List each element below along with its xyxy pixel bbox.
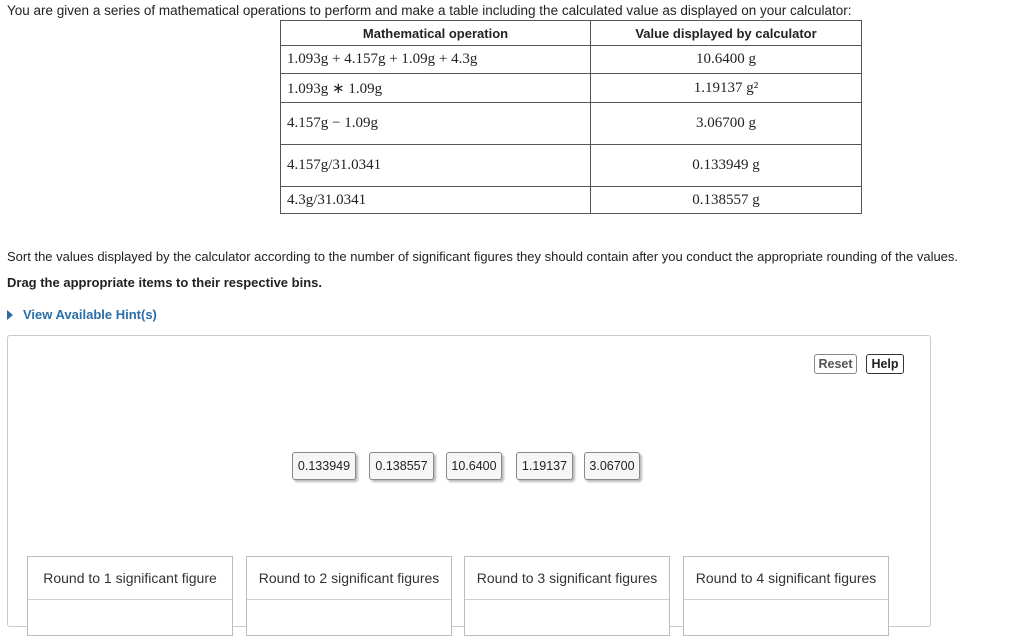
table-row [281, 103, 862, 145]
bin-1-sig-fig[interactable] [27, 556, 233, 636]
view-hints-label: View Available Hint(s) [23, 307, 157, 322]
drag-tile[interactable]: 10.6400 [446, 452, 502, 480]
drag-tile[interactable]: 0.133949 [292, 452, 356, 480]
value-cell: 0.133949 g [591, 145, 862, 187]
table-header-row [281, 21, 862, 46]
bin-3-sig-figs[interactable] [464, 556, 670, 636]
bin-label: Round to 1 significant figure [28, 557, 232, 600]
header-value: Value displayed by calculator [591, 21, 862, 46]
help-button[interactable]: Help [866, 354, 904, 374]
question-intro: You are given a series of mathematical operations to perform and make a table including the calculated value as displayed on your calculator: [7, 3, 852, 18]
instructions-text: Sort the values displayed by the calculator according to the number of significant figures they should contain after you conduct the appropriate rounding of the values. [7, 249, 959, 264]
drag-drop-workspace [7, 335, 931, 627]
bin-4-sig-figs[interactable] [683, 556, 889, 636]
operation-cell: 1.093g + 4.157g + 1.09g + 4.3g [281, 46, 591, 74]
view-hints-link[interactable] [7, 307, 157, 322]
table-row [281, 74, 862, 103]
table-row [281, 187, 862, 214]
bin-drop-zone[interactable] [28, 600, 232, 640]
bin-2-sig-figs[interactable] [246, 556, 452, 636]
header-operation: Mathematical operation [281, 21, 591, 46]
operation-cell: 4.157g − 1.09g [281, 103, 591, 145]
drag-note: Drag the appropriate items to their respective bins. [7, 275, 322, 290]
operation-cell: 4.157g/31.0341 [281, 145, 591, 187]
operation-cell: 1.093g ∗ 1.09g [281, 74, 591, 103]
bin-drop-zone[interactable] [684, 600, 888, 640]
drag-tile[interactable]: 0.138557 [369, 452, 434, 480]
table-row [281, 46, 862, 74]
drag-tile[interactable]: 1.19137 [516, 452, 573, 480]
bin-label: Round to 2 significant figures [247, 557, 451, 600]
value-cell: 10.6400 g [591, 46, 862, 74]
bin-drop-zone[interactable] [247, 600, 451, 640]
operations-table [280, 20, 862, 214]
bin-drop-zone[interactable] [465, 600, 669, 640]
table-row [281, 145, 862, 187]
value-cell: 0.138557 g [591, 187, 862, 214]
value-cell: 1.19137 g² [591, 74, 862, 103]
bin-label: Round to 4 significant figures [684, 557, 888, 600]
bin-label: Round to 3 significant figures [465, 557, 669, 600]
value-cell: 3.06700 g [591, 103, 862, 145]
triangle-right-icon [7, 310, 13, 320]
operation-cell: 4.3g/31.0341 [281, 187, 591, 214]
drag-tile[interactable]: 3.06700 [584, 452, 640, 480]
reset-button[interactable]: Reset [814, 354, 857, 374]
